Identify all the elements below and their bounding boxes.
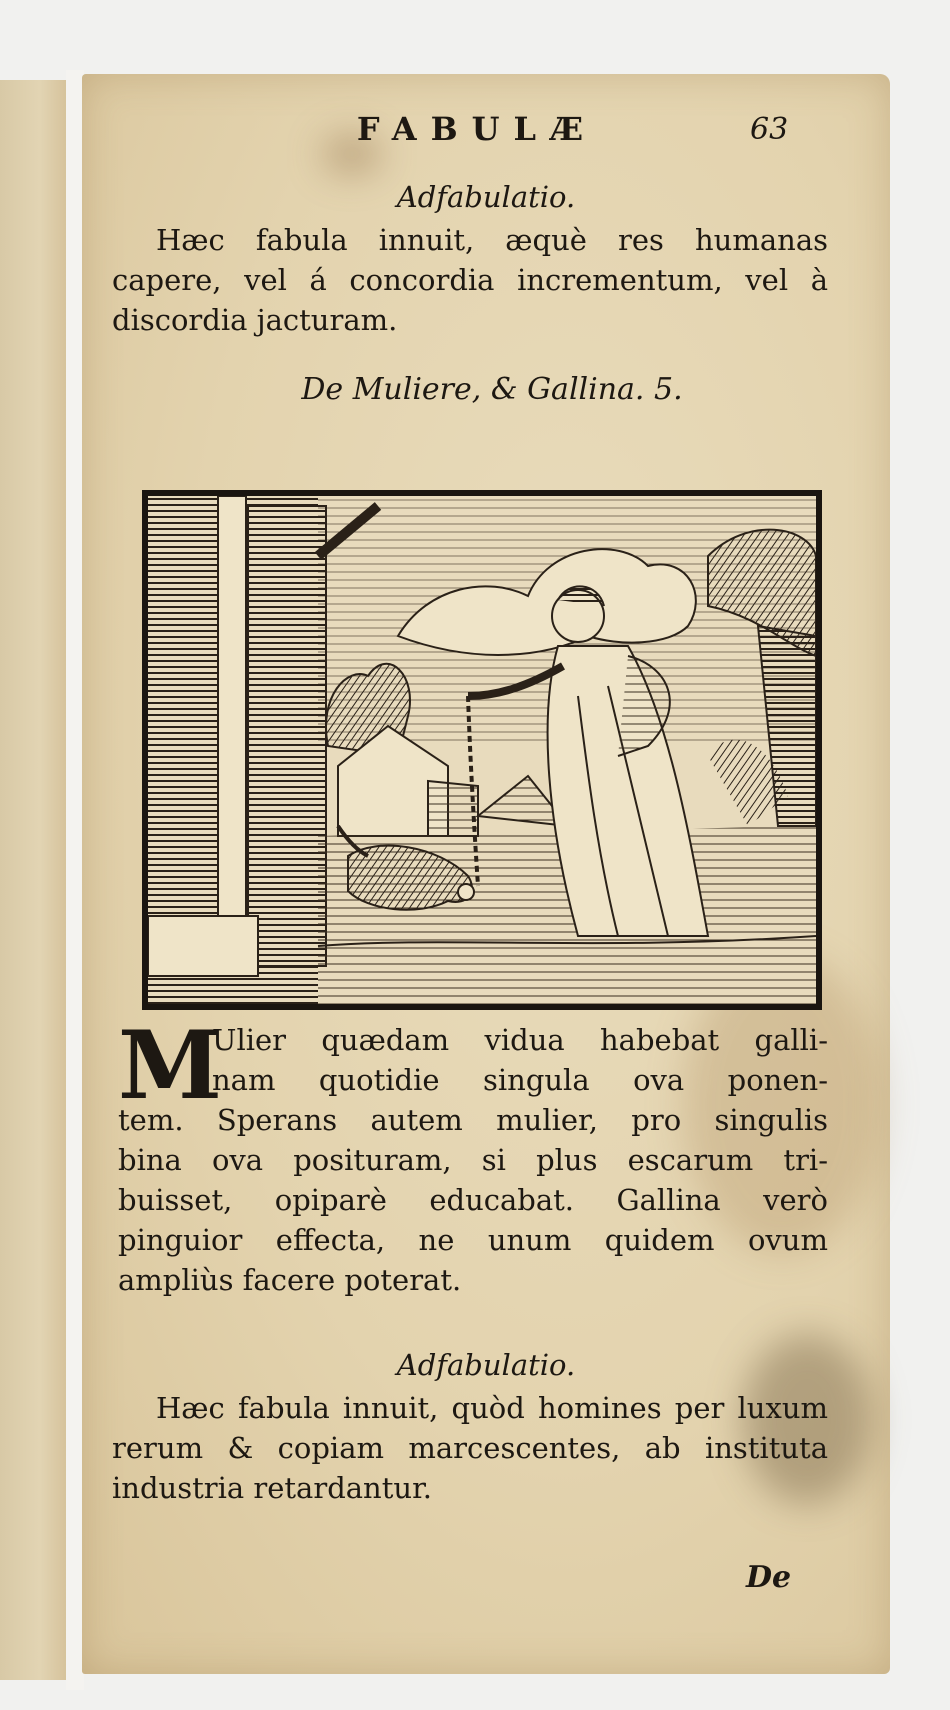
moral-text-bottom: Hæc fabula innuit, quòd homines per luxum rerum & copiam marcescentes, ab instituta industria retardantur. [112, 1391, 828, 1505]
moral-heading-top: Adfabulatio. [396, 180, 576, 214]
woodcut-illustration [142, 490, 822, 1010]
fable-line: tem. Sperans autem mulier, pro singulis [118, 1103, 828, 1137]
fable-line: ampliùs facere poterat. [118, 1263, 462, 1297]
fable-line: bina ova posituram, si plus escarum tri- [118, 1143, 828, 1177]
book-page [82, 74, 890, 1674]
facing-page-edge [0, 80, 67, 1680]
catchword: De [746, 1560, 792, 1595]
moral-text-top: Hæc fabula innuit, æquè res humanas capere, vel á concordia incrementum, vel à discordia jacturam. [112, 223, 828, 337]
fable-line: buisset, opiparè educabat. Gallina verò [118, 1183, 828, 1217]
fable-line: Ulier quædam vidua habebat galli- [212, 1023, 828, 1057]
fable-text [118, 1011, 828, 1300]
page-number: 63 [750, 112, 789, 147]
fable-line: nam quotidie singula ova ponen- [212, 1063, 828, 1097]
fable-line: pinguior effecta, ne unum quidem ovum [118, 1223, 828, 1257]
running-head: FABULÆ [356, 110, 598, 148]
drop-cap: M [118, 1011, 223, 1121]
moral-heading-bottom: Adfabulatio. [396, 1348, 576, 1382]
fable-title: De Muliere, & Gallina. 5. [301, 372, 683, 407]
woman-and-hen-woodcut [148, 496, 816, 1004]
